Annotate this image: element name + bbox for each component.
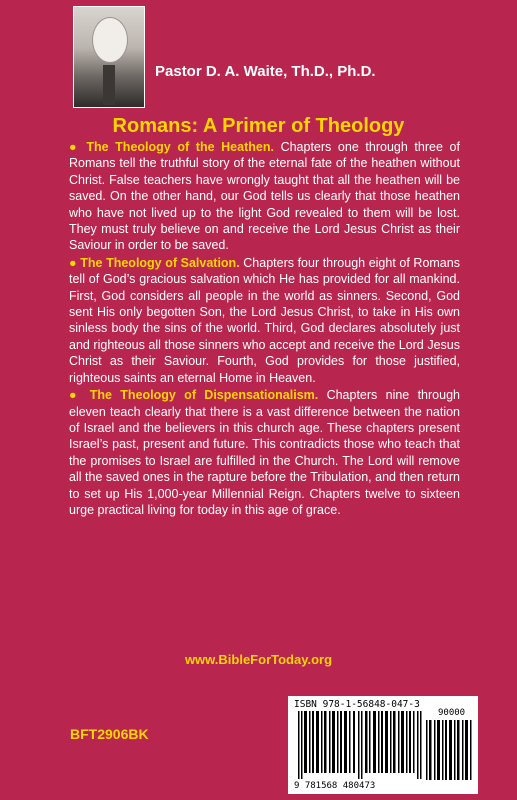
bullet-icon: ● bbox=[69, 255, 77, 270]
author-photo-tie bbox=[103, 65, 115, 105]
barcode-box bbox=[288, 696, 478, 794]
book-title: Romans: A Primer of Theology bbox=[112, 115, 405, 137]
section-text: Chapters nine through eleven teach clearly that there is a vast difference between the nation of Israel and the believers in this church age. These chapters present Israel’s past, present and future. This contradicts those who teach that the promises to Israel are fulfilled in the Church. The Lord will remove all the saved ones in the rapture before the Tribulation, and then return to set up His 1,000-year Millennial Reign. Chapters twelve to sixteen urge practical living for today in this age of grace. bbox=[69, 388, 460, 517]
section-text: Chapters one through three of Romans tell the truthful story of the eternal fate of the heathen without Christ. False teachers have wrongly taught that all the heathen will be saved. On the other hand, our God tells us clearly that those heathen who have not lived up to the light God revealed to them will be lost. They must truly believe on and receive the Lord Jesus Christ as their Saviour in order to be saved. bbox=[69, 140, 460, 253]
section-heading: The Theology of the Heathen. bbox=[86, 140, 274, 154]
bullet-icon: ● bbox=[69, 140, 80, 154]
author-name: Pastor D. A. Waite, Th.D., Ph.D. bbox=[155, 63, 376, 80]
section-dispensationalism bbox=[69, 387, 460, 518]
product-code: BFT2906BK bbox=[70, 726, 149, 742]
ean-number: 9 781568 480473 bbox=[294, 781, 376, 791]
website-link[interactable]: www.BibleForToday.org bbox=[184, 652, 333, 667]
isbn-text: ISBN 978-1-56848-047-3 bbox=[294, 699, 420, 710]
section-heathen bbox=[69, 139, 460, 254]
addon-barcode-icon bbox=[426, 720, 472, 780]
author-photo-head bbox=[92, 17, 128, 63]
section-salvation bbox=[69, 255, 460, 386]
price-code: 90000 bbox=[438, 708, 466, 718]
description-body bbox=[69, 139, 460, 519]
section-heading: The Theology of Salvation. bbox=[80, 255, 240, 270]
barcode-icon bbox=[298, 711, 422, 779]
section-text: Chapters four through eight of Romans tell of God’s gracious salvation which He has provided for all mankind. First, God considers all people in the world as sinners. Second, God sent His only begotten Son, the Lord Jesus Christ, to take in His own sinless body the sins of the world. Third, God declares absolutely just and righteous all those sinners who accept and receive the Lord Jesus Christ as their Saviour. Fourth, God provides for those justified, righteous saints an eternal Home in Heaven. bbox=[69, 255, 460, 385]
author-photo bbox=[73, 6, 145, 108]
section-heading: The Theology of Dispensationalism. bbox=[89, 388, 319, 403]
bullet-icon: ● bbox=[69, 388, 82, 403]
